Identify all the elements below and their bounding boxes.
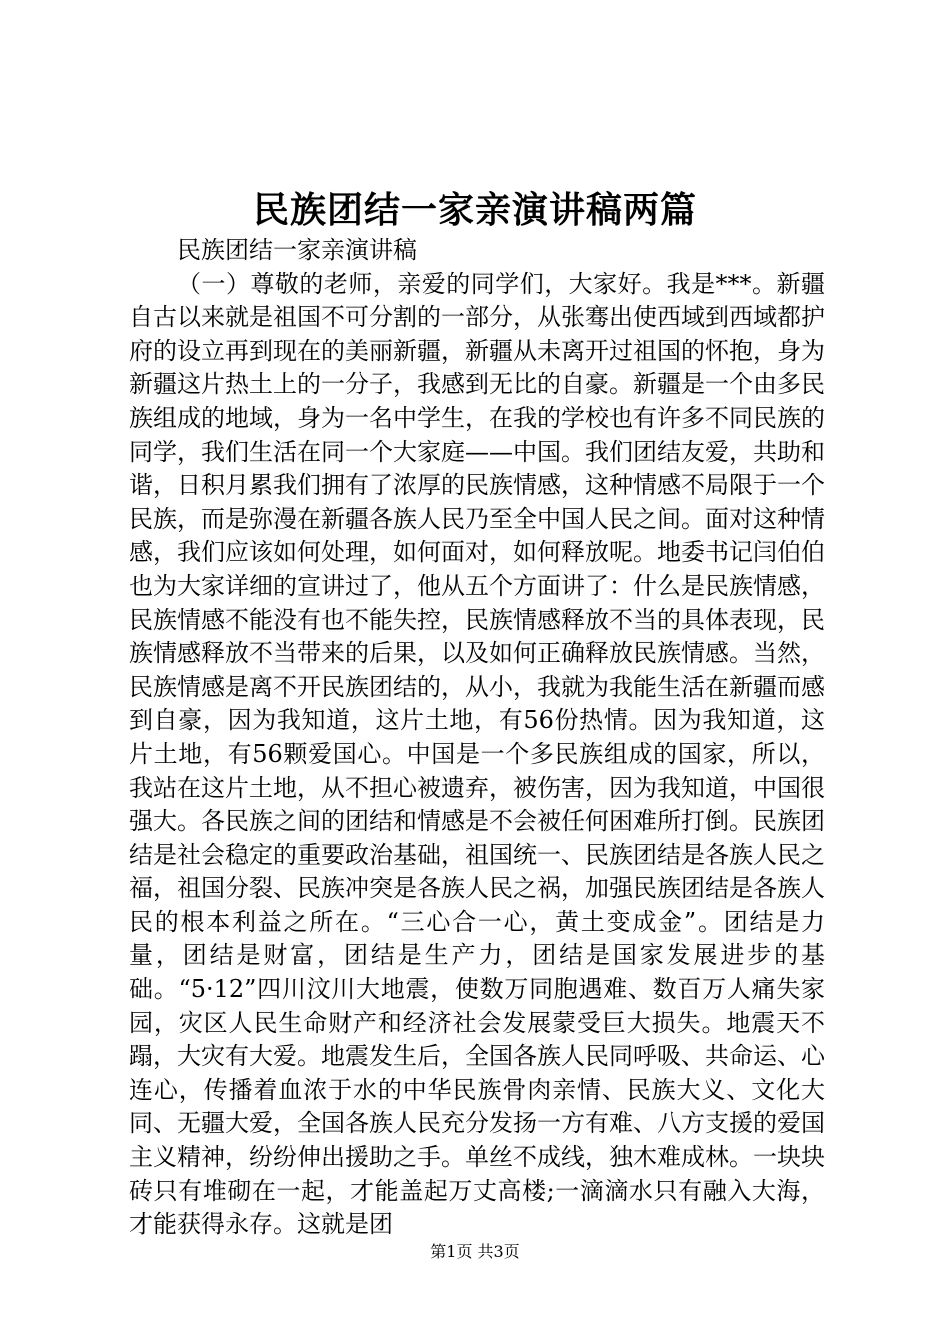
body-paragraph: （一）尊敬的老师，亲爱的同学们，大家好。我是***。新疆自古以来就是祖国不可分割的一部分，从张骞出使西域到西域都护府的设立再到现在的美丽新疆，新疆从未离开过祖国的怀抱，身为新疆这片热土上的一分子，我感到无比的自豪。新疆是一个由多民族组成的地域，身为一名中学生，在我的学校也有许多不同民族的同学，我们生活在同一个大家庭——中国。我们团结友爱，共助和谐，日积月累我们拥有了浓厚的民族情感，这种情感不局限于一个民族，而是弥漫在新疆各族人民乃至全中国人民之间。面对这种情感，我们应该如何处理，如何面对，如何释放呢。地委书记闫伯伯也为大家详细的宣讲过了，他从五个方面讲了：什么是民族情感，民族情感不能没有也不能失控，民族情感释放不当的具体表现，民族情感释放不当带来的后果，以及如何正确释放民族情感。当然，民族情感是离不开民族团结的，从小，我就为我能生活在新疆而感到自豪，因为我知道，这片土地，有56份热情。因为我知道，这片土地，有56颗爱国心。中国是一个多民族组成的国家，所以，我站在这片土地，从不担心被遗弃，被伤害，因为我知道，中国很强大。各民族之间的团结和情感是不会被任何困难所打倒。民族团结是社会稳定的重要政治基础，祖国统一、民族团结是各族人民之福，祖国分裂、民族冲突是各族人民之祸，加强民族团结是各族人民的根本利益之所在。“三心合一心，黄土变成金”。团结是力量，团结是财富，团结是生产力，团结是国家发展进步的基础。“5·12”四川汶川大地震，使数万同胞遇难、数百万人痛失家园，灾区人民生命财产和经济社会发展蒙受巨大损失。地震天不蹋，大灾有大爱。地震发生后，全国各族人民同呼吸、共命运、心连心，传播着血浓于水的中华民族骨肉亲情、民族大义、文化大同、无疆大爱，全国各族人民充分发扬一方有难、八方支援的爱国主义精神，纷纷伸出援助之手。单丝不成线，独木难成林。一块块砖只有堆砌在一起，才能盖起万丈高楼;一滴滴水只有融入大海，才能获得永存。这就是团 xyxy=(129,269,825,1239)
document-subtitle: 民族团结一家亲演讲稿 xyxy=(177,236,417,264)
document-body xyxy=(129,234,825,1242)
document-title: 民族团结一家亲演讲稿两篇 xyxy=(252,189,697,231)
page-number-footer: 第1页 共3页 xyxy=(430,1242,520,1261)
